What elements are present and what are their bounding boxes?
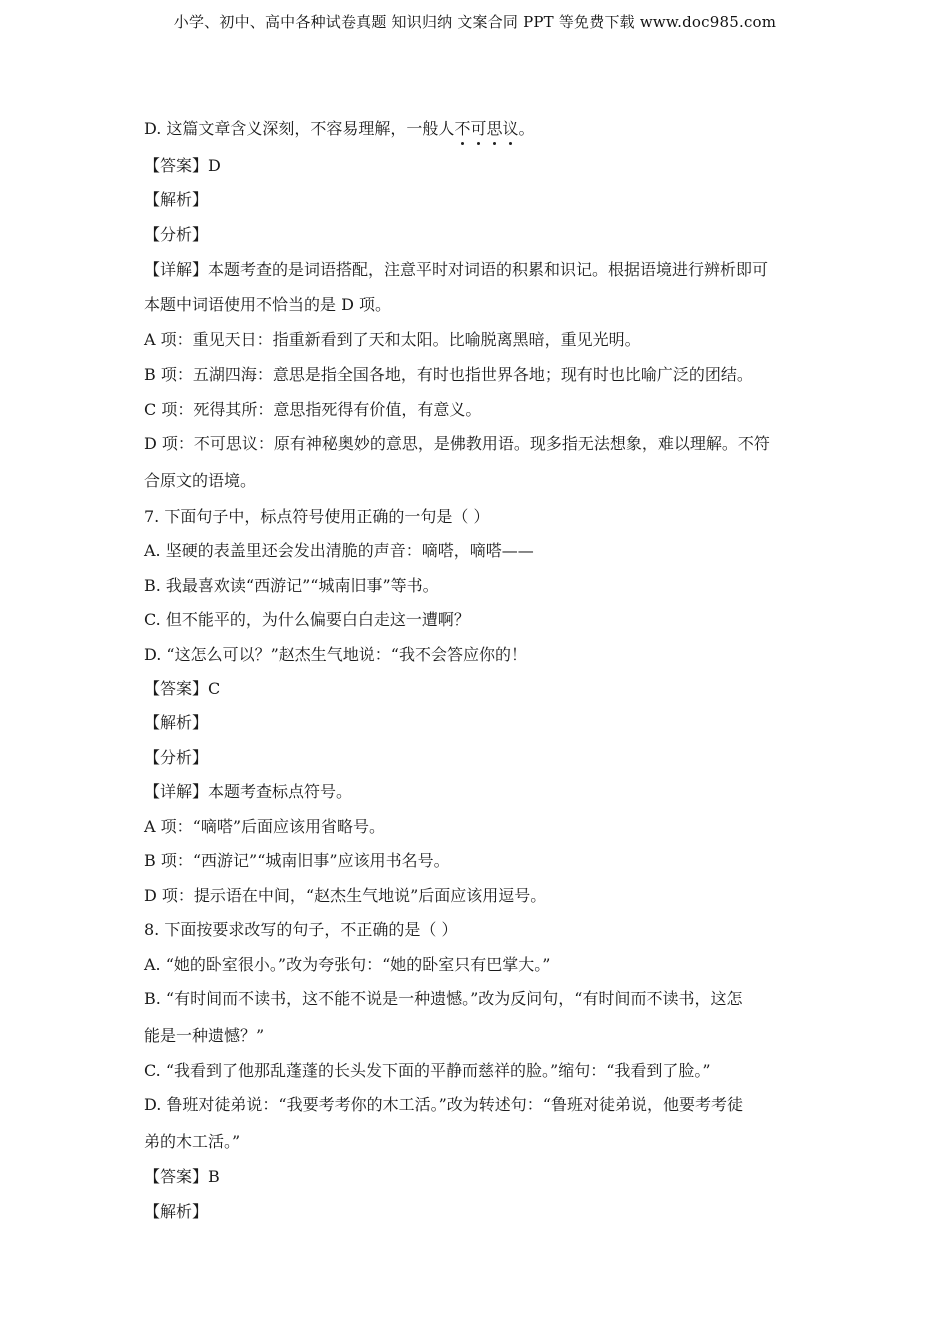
fenxi-label: 【分析】: [144, 748, 209, 767]
q7-option-a: A. 坚硬的表盖里还会发出清脆的声音：嘀嗒，嘀嗒——: [144, 541, 534, 560]
emphasis-dots: [454, 142, 518, 148]
answer-label: 【答案】D: [144, 156, 221, 175]
detail-paragraph-cont: 本题中词语使用不恰当的是 D 项。: [144, 295, 392, 314]
explanation-a: A 项：重见天日：指重新看到了天和太阳。比喻脱离黑暗，重见光明。: [144, 330, 641, 349]
q8-option-d: D. 鲁班对徒弟说：“我要考考你的木工活。”改为转述句：“鲁班对徒弟说，他要考考徒: [144, 1095, 743, 1114]
q8-option-b: B. “有时间而不读书，这不能不说是一种遗憾。”改为反问句，“有时间而不读书，这怎: [144, 989, 743, 1008]
emphasized-term: 不可思议: [454, 119, 518, 139]
analysis-label: 【解析】: [144, 713, 209, 732]
explanation-d: D 项：不可思议：原有神秘奥妙的意思，是佛教用语。现多指无法想象，难以理解。不符: [144, 434, 770, 453]
detail-paragraph: 【详解】本题考查标点符号。: [144, 782, 353, 801]
question-7-stem: 7. 下面句子中，标点符号使用正确的一句是（ ）: [144, 507, 490, 526]
explanation-a: A 项：“嘀嗒”后面应该用省略号。: [144, 817, 386, 836]
q7-option-d: D. “这怎么可以？”赵杰生气地说：“我不会答应你的！: [144, 645, 527, 664]
answer-label: 【答案】C: [144, 679, 221, 698]
analysis-label: 【解析】: [144, 1202, 209, 1221]
q6-option-d: D. 这篇文章含义深刻，不容易理解，一般人不可思议 。: [144, 119, 534, 139]
q7-option-b: B. 我最喜欢读“西游记”“城南旧事”等书。: [144, 576, 439, 595]
q8-option-d-cont: 弟的木工活。”: [144, 1132, 241, 1151]
explanation-d: D 项：提示语在中间，“赵杰生气地说”后面应该用逗号。: [144, 886, 547, 905]
q8-option-c: C. “我看到了他那乱蓬蓬的长头发下面的平静而慈祥的脸。”缩句：“我看到了脸。”: [144, 1061, 711, 1080]
explanation-b: B 项：五湖四海：意思是指全国各地，有时也指世界各地；现有时也比喻广泛的团结。: [144, 365, 753, 384]
explanation-b: B 项：“西游记”“城南旧事”应该用书名号。: [144, 851, 450, 870]
detail-paragraph: 【详解】本题考查的是词语搭配，注意平时对词语的积累和识记。根据语境进行辨析即可: [144, 260, 769, 279]
question-8-stem: 8. 下面按要求改写的句子，不正确的是（ ）: [144, 920, 458, 939]
answer-label: 【答案】B: [144, 1167, 220, 1186]
page-header: 小学、初中、高中各种试卷真题 知识归纳 文案合同 PPT 等免费下载 www.doc985.com: [173, 13, 777, 31]
explanation-d-cont: 合原文的语境。: [144, 471, 257, 490]
fenxi-label: 【分析】: [144, 225, 209, 244]
explanation-c: C 项：死得其所：意思指死得有价值，有意义。: [144, 400, 482, 419]
q8-option-b-cont: 能是一种遗憾？”: [144, 1026, 265, 1045]
q8-option-a: A. “她的卧室很小。”改为夸张句：“她的卧室只有巴掌大。”: [144, 955, 551, 974]
q6-option-d-text: D. 这篇文章含义深刻，不容易理解，一般人: [144, 119, 455, 138]
q7-option-c: C. 但不能平的，为什么偏要白白走这一遭啊？: [144, 610, 470, 629]
analysis-label: 【解析】: [144, 190, 209, 209]
